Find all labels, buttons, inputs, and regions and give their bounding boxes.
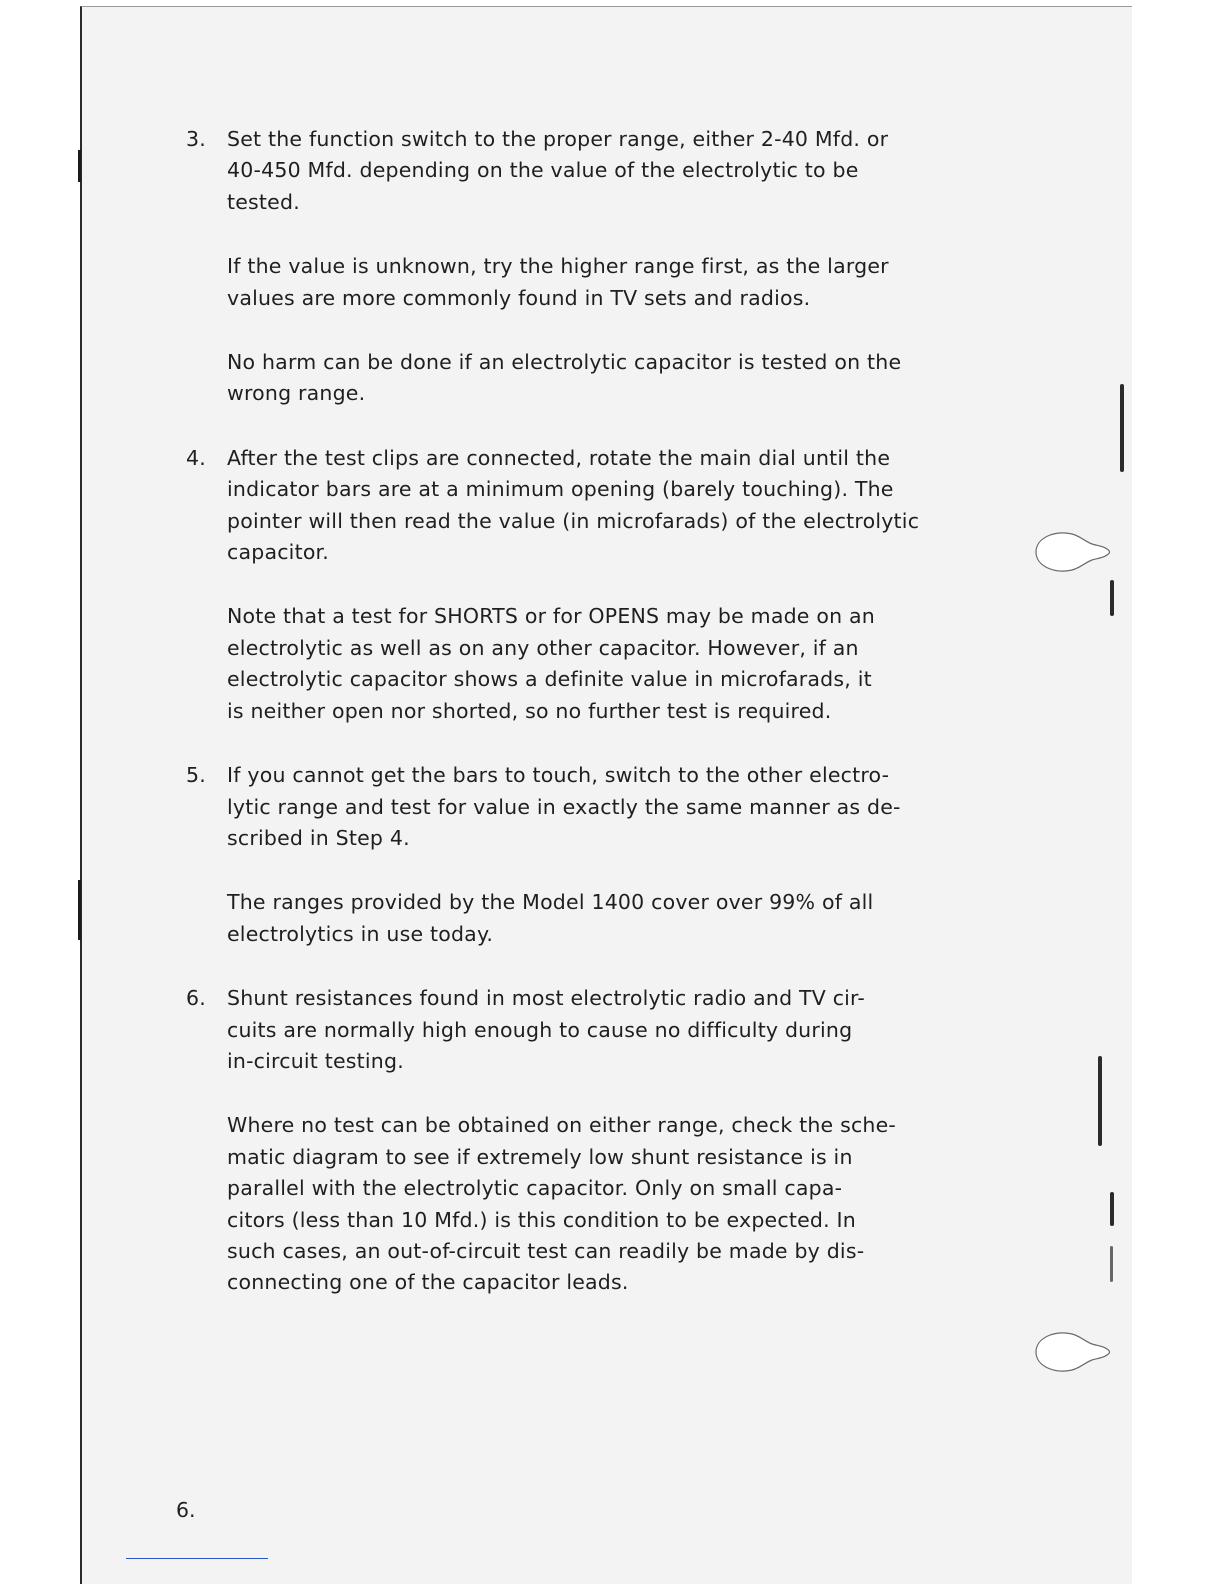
paragraph: Note that a test for SHORTS or for OPENS may be made on an electrolytic as well as on any other capacitor. However, if an electrolytic capacitor shows a definite value in microfarads, it is neither open nor shorted, so no further test is required. xyxy=(227,604,875,723)
item-number: 4. xyxy=(186,445,206,470)
page-edge-mark xyxy=(78,880,81,940)
paragraph: Shunt resistances found in most electrolytic radio and TV cir- cuits are normally high enough to cause no difficulty during in-circuit testing. xyxy=(227,986,865,1073)
list-item-6 xyxy=(186,983,986,1299)
paragraph: The ranges provided by the Model 1400 cover over 99% of all electrolytics in use today. xyxy=(227,890,874,946)
page-number: 6. xyxy=(176,1498,196,1522)
binder-mark xyxy=(1120,384,1124,472)
item-body xyxy=(227,760,986,983)
binder-mark xyxy=(1110,580,1114,616)
item-number: 3. xyxy=(186,127,206,151)
document-body xyxy=(186,124,986,1299)
paragraph: Set the function switch to the proper range, either 2-40 Mfd. or 40-450 Mfd. depending on the value of the electrolytic to be tested. xyxy=(227,127,889,214)
binder-mark xyxy=(1098,1056,1102,1146)
paragraph: Where no test can be obtained on either range, check the sche- matic diagram to see if extremely low shunt resistance is in parallel with the electrolytic capacitor. Only on small capa- citors (less than 10 Mfd.) is this condition to be expected. In such cases, an out-of-circuit test can readily be made by dis- connecting one of the capacitor leads. xyxy=(227,1113,897,1295)
list-item-5 xyxy=(186,760,986,983)
item-body xyxy=(227,124,986,443)
item-number: 6. xyxy=(186,986,206,1011)
item-body xyxy=(227,983,986,1299)
paragraph: No harm can be done if an electrolytic capacitor is tested on the wrong range. xyxy=(227,350,902,406)
binder-mark xyxy=(1110,1192,1114,1226)
item-number: 5. xyxy=(186,763,206,788)
bottom-rule xyxy=(126,1558,268,1559)
binder-hole-icon xyxy=(1032,1328,1110,1376)
binder-mark xyxy=(1110,1246,1113,1282)
list-item-3 xyxy=(186,124,986,443)
list-item-4 xyxy=(186,443,986,760)
paragraph: If you cannot get the bars to touch, switch to the other electro- lytic range and test for value in exactly the same manner as de- scribed in Step 4. xyxy=(227,763,901,850)
binder-hole-icon xyxy=(1032,528,1110,576)
item-body xyxy=(227,443,986,760)
paragraph: If the value is unknown, try the higher range first, as the larger values are more commonly found in TV sets and radios. xyxy=(227,254,889,310)
paragraph: After the test clips are connected, rotate the main dial until the indicator bars are at a minimum opening (barely touching). The pointer will then read the value (in microfarads) of the electrolytic capacitor. xyxy=(227,445,920,565)
page-edge-mark xyxy=(78,150,81,182)
